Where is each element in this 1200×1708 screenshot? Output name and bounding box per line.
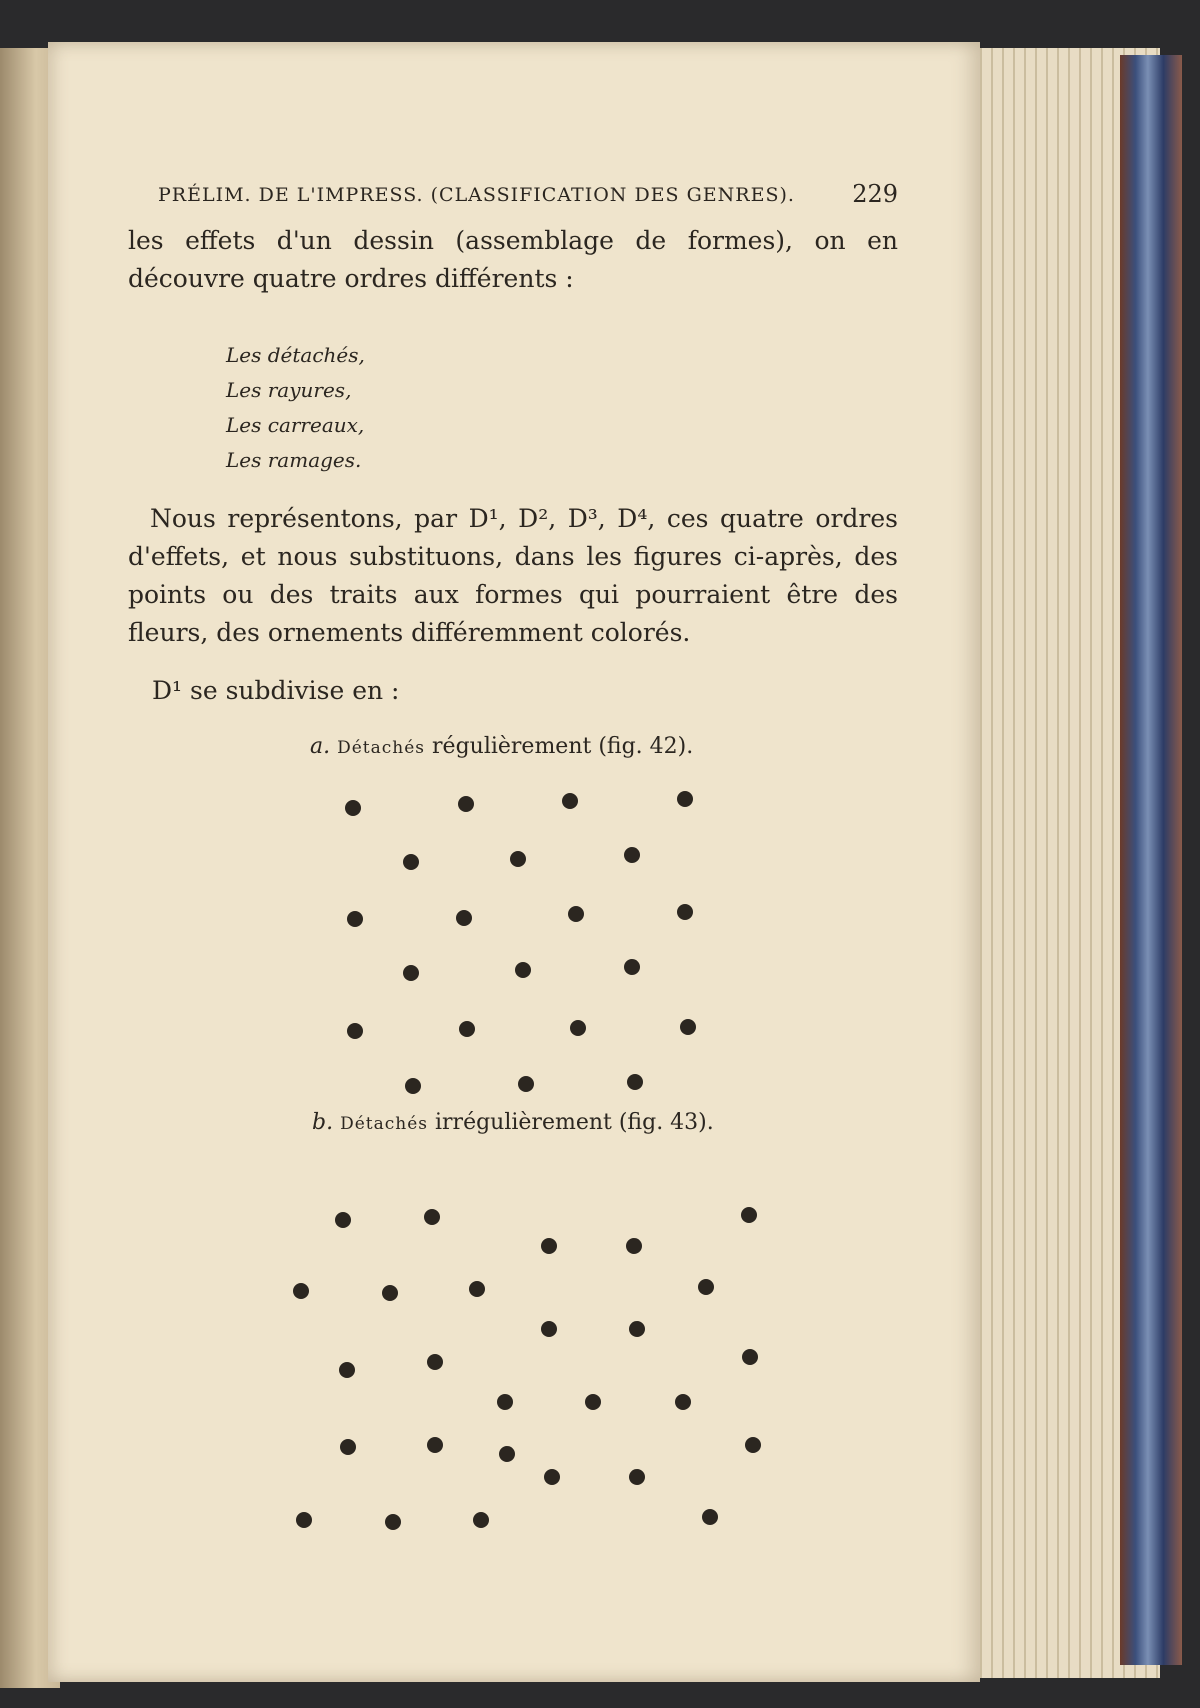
caption-b-rest: irrégulièrement (fig. 43). — [435, 1110, 714, 1135]
dot — [518, 1076, 534, 1092]
dot — [562, 793, 578, 809]
dot — [741, 1207, 757, 1223]
list-item: Les rayures, — [226, 378, 352, 402]
dot — [745, 1437, 761, 1453]
dot — [585, 1394, 601, 1410]
running-head-title: PRÉLIM. DE L'IMPRESS. (CLASSIFICATION DES GENRES). — [158, 184, 795, 206]
dot — [510, 851, 526, 867]
dot — [403, 965, 419, 981]
dot — [677, 904, 693, 920]
dot — [627, 1074, 643, 1090]
paragraph-3: D¹ se subdivise en : — [152, 676, 400, 705]
dot — [385, 1514, 401, 1530]
dot — [293, 1283, 309, 1299]
dot — [677, 791, 693, 807]
dot — [347, 1023, 363, 1039]
dot — [345, 800, 361, 816]
list-item: Les détachés, — [226, 343, 365, 367]
dot — [541, 1238, 557, 1254]
dot — [629, 1321, 645, 1337]
dot — [459, 1021, 475, 1037]
dot — [403, 854, 419, 870]
list-item: Les ramages. — [226, 448, 362, 472]
dot — [624, 847, 640, 863]
paragraph-2: Nous représentons, par D¹, D², D³, D⁴, ces quatre ordres d'effets, et nous substituons, dans les figures ci-après, des points ou des traits aux formes qui pourraient être des fleurs, des ornements différemment colorés. — [128, 504, 898, 647]
dot — [427, 1354, 443, 1370]
dot — [427, 1437, 443, 1453]
dot — [347, 911, 363, 927]
dot — [680, 1019, 696, 1035]
dot — [340, 1439, 356, 1455]
dot — [458, 796, 474, 812]
dot — [629, 1469, 645, 1485]
paragraph-1: les effets d'un dessin (assemblage de formes), on en découvre quatre ordres différents : — [128, 226, 898, 293]
dot — [544, 1469, 560, 1485]
dot — [497, 1394, 513, 1410]
dot — [624, 959, 640, 975]
dot — [424, 1209, 440, 1225]
dot — [541, 1321, 557, 1337]
dot — [568, 906, 584, 922]
dot — [456, 910, 472, 926]
caption-b-smallcaps: Détachés — [340, 1114, 428, 1134]
dot — [742, 1349, 758, 1365]
dot — [515, 962, 531, 978]
caption-b-prefix: b. — [312, 1110, 334, 1135]
dot — [698, 1279, 714, 1295]
dot — [339, 1362, 355, 1378]
dot — [675, 1394, 691, 1410]
caption-a-smallcaps: Détachés — [337, 738, 426, 758]
dot — [382, 1285, 398, 1301]
caption-a-prefix: a. — [310, 734, 331, 759]
dot — [473, 1512, 489, 1528]
dot — [405, 1078, 421, 1094]
figure-42-regular-dots — [345, 791, 696, 1094]
dot — [296, 1512, 312, 1528]
dot — [499, 1446, 515, 1462]
list-item: Les carreaux, — [226, 413, 365, 437]
figure-43-irregular-dots — [293, 1207, 761, 1530]
caption-a-rest: régulièrement (fig. 42). — [432, 734, 694, 759]
page-number: 229 — [852, 180, 898, 208]
dot — [570, 1020, 586, 1036]
dot — [702, 1509, 718, 1525]
dot — [335, 1212, 351, 1228]
dot — [469, 1281, 485, 1297]
dot — [626, 1238, 642, 1254]
